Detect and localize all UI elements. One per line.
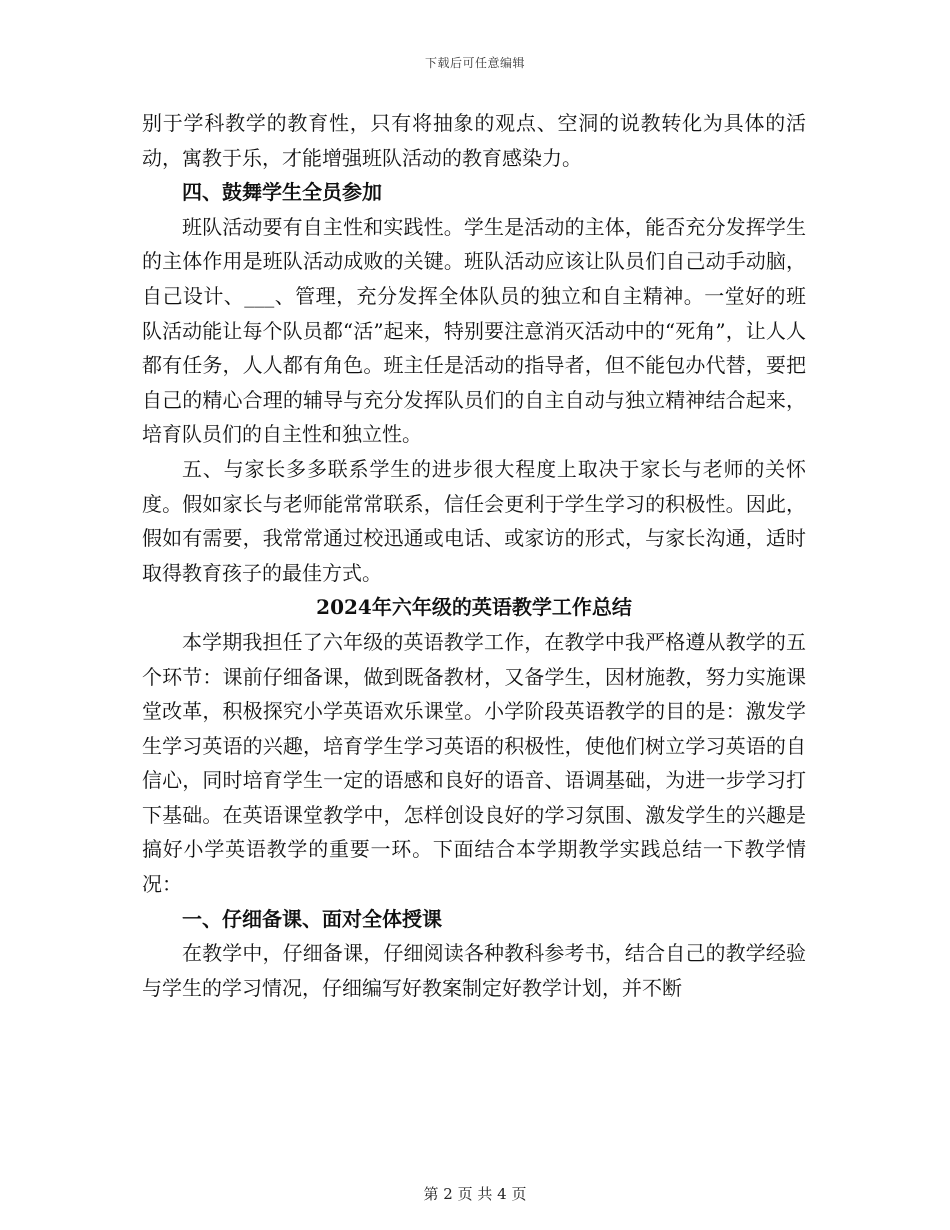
paragraph-continuation: 别于学科教学的教育性，只有将抽象的观点、空洞的说教转化为具体的活动，寓教于乐，才能增强班队活动的教育感染力。	[142, 111, 806, 170]
paragraph-participation: 班队活动要有自主性和实践性。学生是活动的主体，能否充分发挥学生的主体作用是班队活动成败的关键。班队活动应该让队员们自己动手动脑，自己设计、___、管理，充分发挥全体队员的独立和自主精神。一堂好的班队活动能让每个队员都“活”起来，特别要注意消灭活动中的“死角”，让人人都有任务，人人都有角色。班主任是活动的指导者，但不能包办代替，要把自己的精心合理的辅导与充分发挥队员们的自主自动与独立精神结合起来，培育队员们的自主性和独立性。	[142, 214, 806, 447]
document-title: 2024年六年级的英语教学工作总结	[316, 595, 632, 620]
document-body	[142, 106, 806, 1005]
page-header: 下载后可任意编辑	[424, 56, 525, 70]
section-heading-4: 四、鼓舞学生全员参加	[182, 180, 382, 205]
paragraph-parents: 五、与家长多多联系学生的进步很大程度上取决于家长与老师的关怀度。假如家长与老师能常常联系，信任会更利于学生学习的积极性。因此，假如有需要，我常常通过校迅通或电话、或家访的形式，与家长沟通，适时取得教育孩子的最佳方式。	[142, 456, 806, 585]
paragraph-intro: 本学期我担任了六年级的英语教学工作，在教学中我严格遵从教学的五个环节：课前仔细备课，做到既备教材，又备学生，因材施教，努力实施课堂改革，积极探究小学英语欢乐课堂。小学阶段英语教学的目的是：激发学生学习英语的兴趣，培育学生学习英语的积极性，使他们树立学习英语的自信心，同时培育学生一定的语感和良好的语音、语调基础，为进一步学习打下基础。在英语课堂教学中，怎样创设良好的学习氛围、激发学生的兴趣是搞好小学英语教学的重要一环。下面结合本学期教学实践总结一下教学情况：	[142, 629, 806, 897]
section-heading-1: 一、仔细备课、面对全体授课	[182, 906, 442, 931]
page-footer: 第 2 页 共 4 页	[423, 1185, 527, 1203]
paragraph-lesson-prep: 在教学中，仔细备课，仔细阅读各种教科参考书，结合自己的教学经验与学生的学习情况，仔细编写好教案制定好教学计划，并不断	[142, 941, 806, 1000]
